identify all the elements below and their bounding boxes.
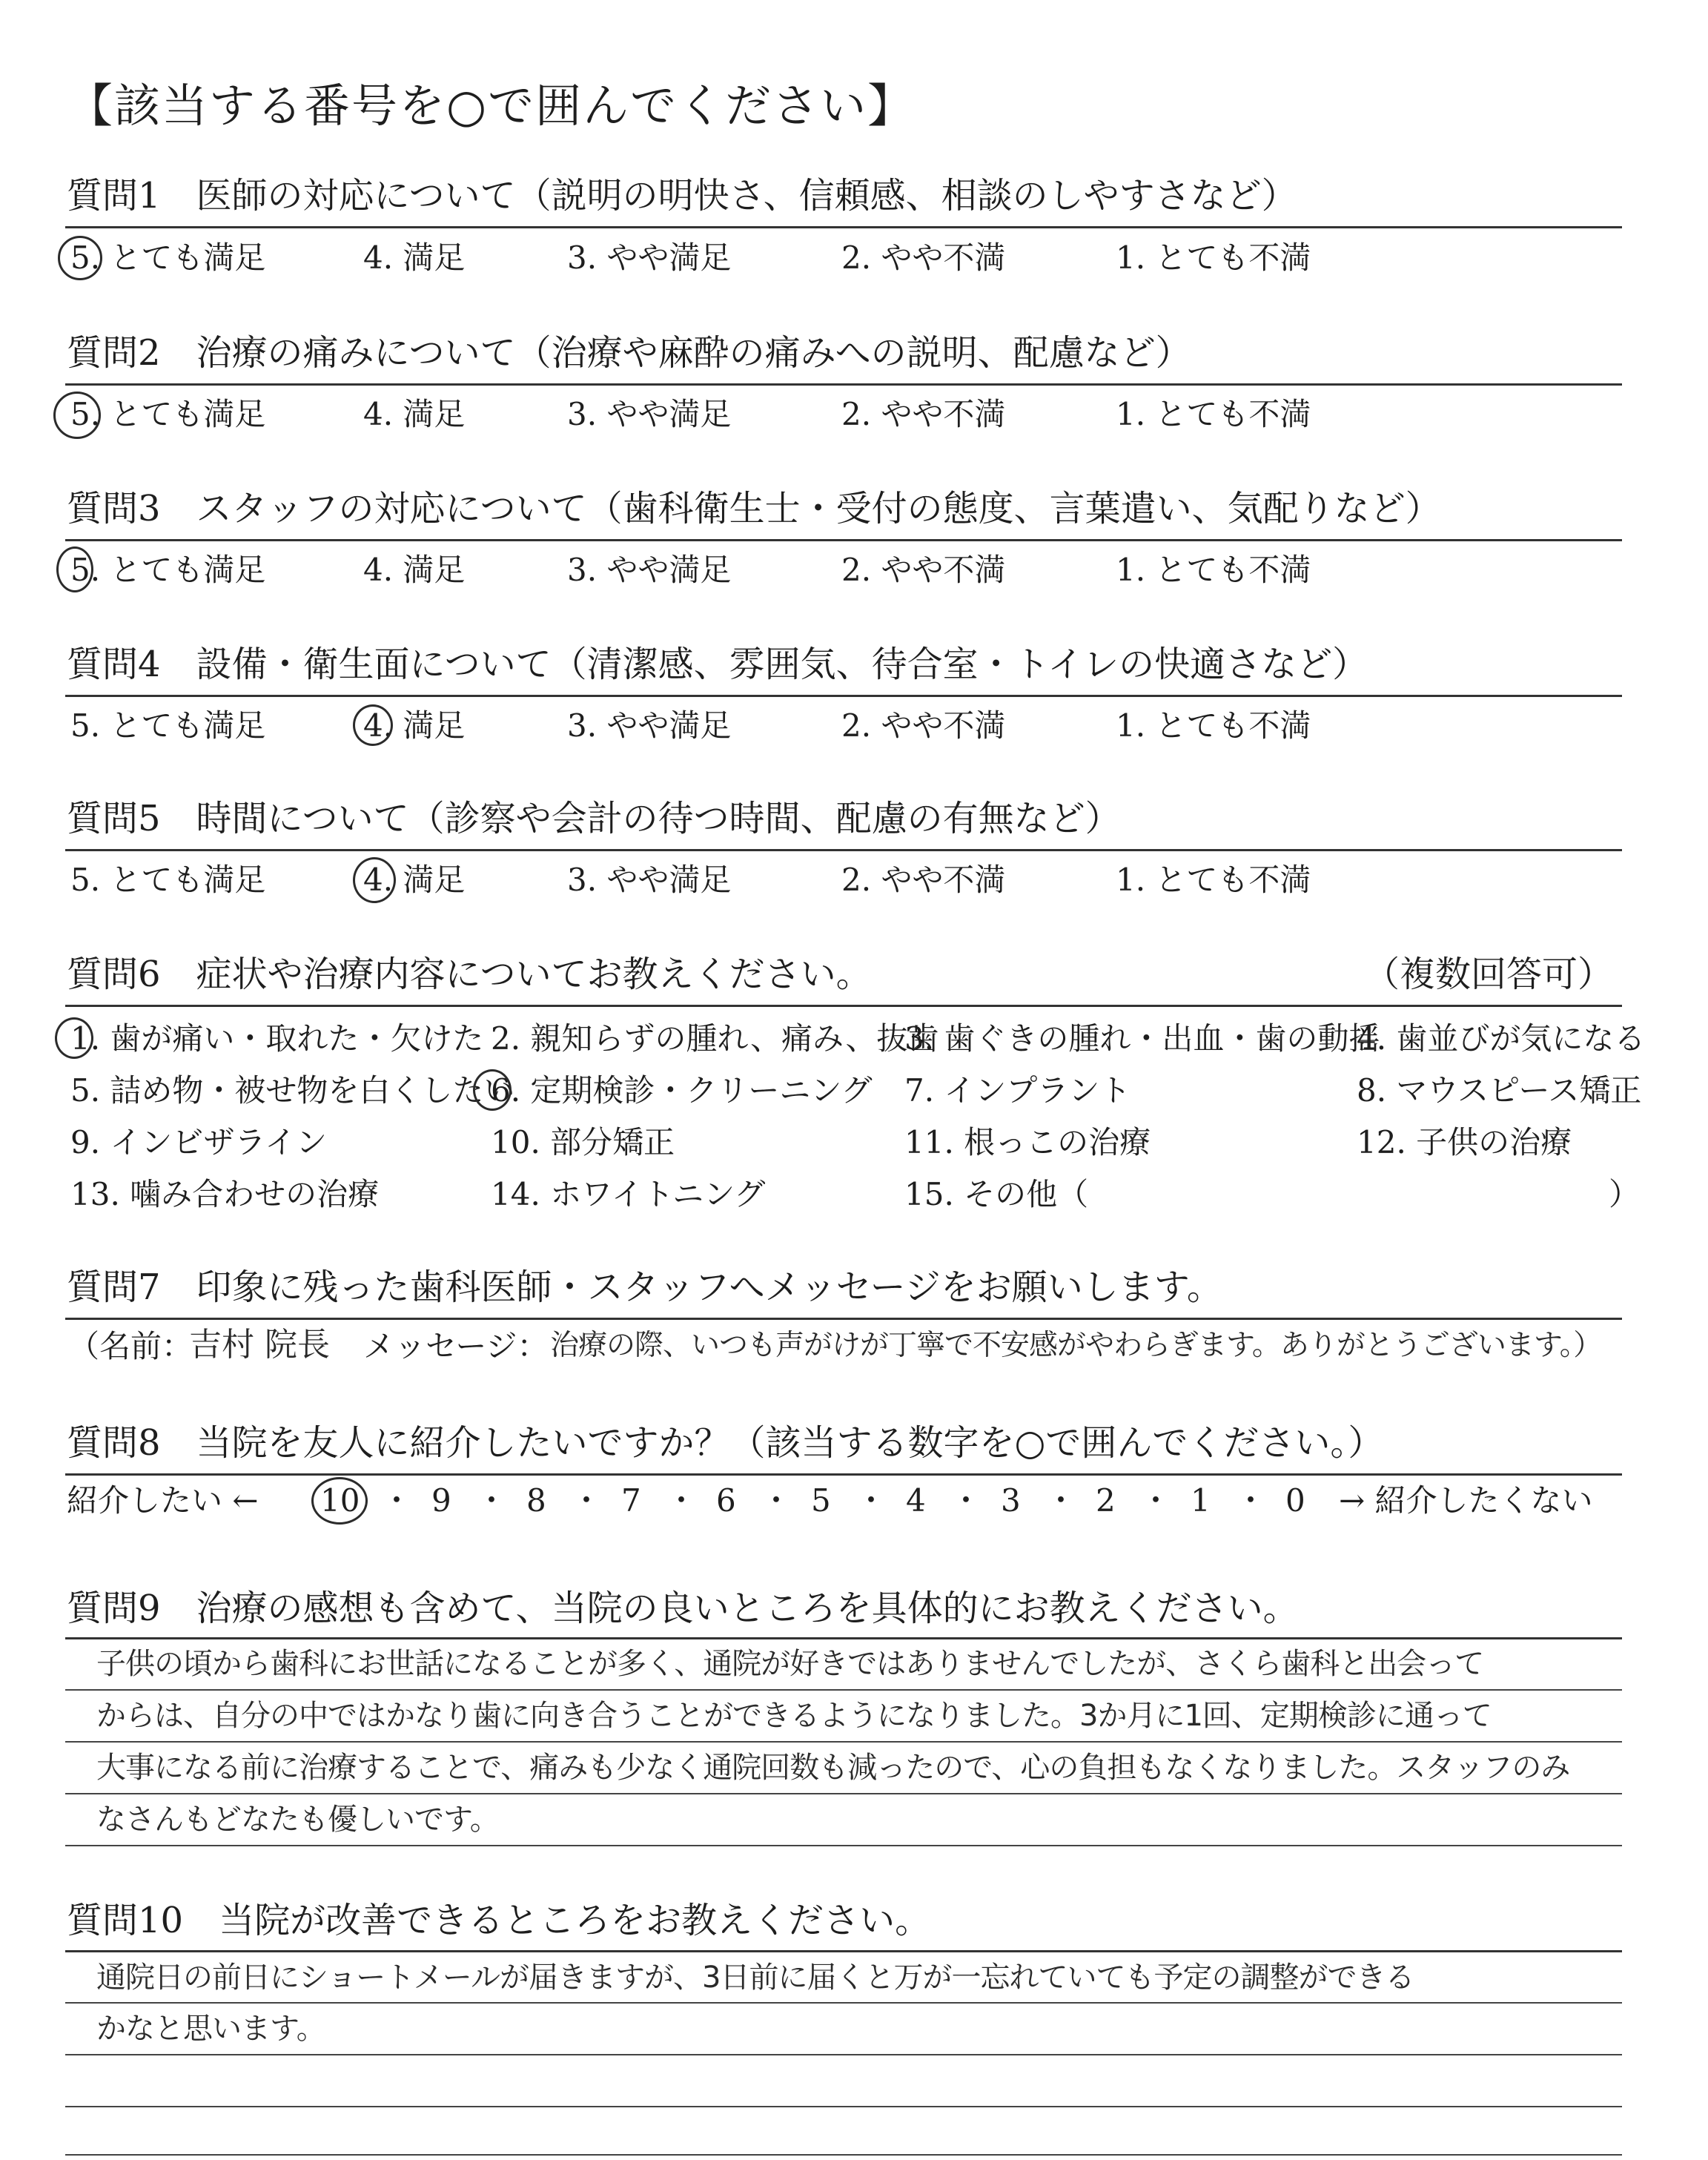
q7-message-value: 治療の際、いつも声がけが丁寧で不安感がやわらぎます。ありがとうございます。） [550, 1329, 1602, 1362]
q6-item-15-close: ） [1609, 1176, 1641, 1212]
q8-score-4[interactable]: 4 [906, 1482, 926, 1519]
q8-separator: ・ [1045, 1482, 1077, 1519]
q8-separator: ・ [855, 1482, 887, 1519]
q9-answer-line-2: からは、自分の中ではかなり歯に向き合うことができるようになりました。3か月に1回、定期検診に通って [96, 1699, 1492, 1733]
q8-separator: ・ [476, 1482, 508, 1519]
question-7-underline [65, 1318, 1622, 1320]
q1-option-3[interactable]: 3. やや満足 [567, 240, 732, 276]
q8-score-8[interactable]: 8 [526, 1482, 546, 1519]
question-2-underline [65, 383, 1622, 386]
question-6-underline [65, 1005, 1622, 1007]
q6-item-2[interactable]: 2. 親知らずの腫れ、痛み、抜歯 [491, 1020, 939, 1057]
q10-answer-line-2: かなと思います。 [96, 2012, 325, 2046]
q6-item-8[interactable]: 8. マウスピース矯正 [1357, 1072, 1642, 1109]
q6-item-4[interactable]: 4. 歯並びが気になる [1357, 1020, 1646, 1057]
q4-option-4[interactable]: 4. 満足 [363, 707, 466, 744]
q8-separator: ・ [950, 1482, 982, 1519]
q5-option-4[interactable]: 4. 満足 [363, 862, 466, 898]
q4-option-2[interactable]: 2. やや不満 [841, 707, 1006, 744]
q2-option-5[interactable]: 5. とても満足 [70, 396, 266, 432]
q6-item-13[interactable]: 13. 噛み合わせの治療 [70, 1176, 380, 1212]
q5-option-1[interactable]: 1. とても不満 [1116, 862, 1311, 898]
question-8-label: 質問8 当院を友人に紹介したいですか？（該当する数字を○で囲んでください。） [67, 1422, 1384, 1464]
question-9-underline [65, 1637, 1622, 1639]
q8-separator: ・ [666, 1482, 698, 1519]
q8-right-label: → 紹介したくない [1339, 1482, 1593, 1519]
question-8-underline [65, 1473, 1622, 1476]
q1-option-2[interactable]: 2. やや不満 [841, 240, 1006, 276]
q3-option-4[interactable]: 4. 満足 [363, 552, 466, 588]
q6-item-10[interactable]: 10. 部分矯正 [491, 1124, 675, 1160]
q8-score-5[interactable]: 5 [811, 1482, 831, 1519]
q2-option-4[interactable]: 4. 満足 [363, 396, 466, 432]
q3-selection-circle [56, 546, 93, 592]
question-7-label: 質問7 印象に残った歯科医師・スタッフへメッセージをお願いします。 [67, 1266, 1222, 1308]
q4-option-1[interactable]: 1. とても不満 [1116, 707, 1311, 744]
q8-selection-circle [311, 1477, 368, 1525]
question-6-label: 質問6 症状や治療内容についてお教えください。 [67, 954, 872, 995]
q8-separator: ・ [1235, 1482, 1267, 1519]
q2-selection-circle [53, 392, 101, 439]
q7-name-label: （名前： [68, 1328, 193, 1364]
q6-item-5[interactable]: 5. 詰め物・被せ物を白くしたい [70, 1072, 515, 1109]
q8-score-3[interactable]: 3 [1001, 1482, 1021, 1519]
question-5-label: 質問5 時間について（診察や会計の待つ時間、配慮の有無など） [67, 798, 1121, 839]
q3-option-2[interactable]: 2. やや不満 [841, 552, 1006, 588]
q2-option-2[interactable]: 2. やや不満 [841, 396, 1006, 432]
q1-option-4[interactable]: 4. 満足 [363, 240, 466, 276]
question-10-underline [65, 1950, 1622, 1952]
q9-writing-line [65, 1689, 1622, 1691]
q7-name-value: 吉村 院長 [189, 1326, 330, 1364]
q3-option-3[interactable]: 3. やや満足 [567, 552, 732, 588]
question-5-underline [65, 849, 1622, 851]
q6-item-11[interactable]: 11. 根っこの治療 [904, 1124, 1151, 1160]
q5-option-3[interactable]: 3. やや満足 [567, 862, 732, 898]
q9-writing-line [65, 1741, 1622, 1743]
q9-answer-line-1: 子供の頃から歯科にお世話になることが多く、通院が好きではありませんでしたが、さくら歯科と出会って [96, 1647, 1484, 1681]
q8-left-label: 紹介したい ← [67, 1482, 259, 1519]
q2-option-3[interactable]: 3. やや満足 [567, 396, 732, 432]
q5-selection-circle [353, 857, 396, 903]
q4-selection-circle [353, 704, 393, 746]
q6-selection-circle-1 [55, 1017, 93, 1059]
q8-score-6[interactable]: 6 [716, 1482, 736, 1519]
question-10-label: 質問10 当院が改善できるところをお教えください。 [67, 1900, 931, 1941]
q3-option-5[interactable]: 5. とても満足 [70, 552, 266, 588]
question-6-note: （複数回答可） [1364, 954, 1614, 995]
q6-item-7[interactable]: 7. インプラント [904, 1072, 1131, 1109]
q7-message-label: メッセージ： [363, 1328, 549, 1364]
q4-option-5[interactable]: 5. とても満足 [70, 707, 266, 744]
q1-selection-circle [58, 236, 102, 280]
q8-separator: ・ [1140, 1482, 1172, 1519]
q8-score-1[interactable]: 1 [1191, 1482, 1211, 1519]
q4-option-3[interactable]: 3. やや満足 [567, 707, 732, 744]
q9-answer-line-3: 大事になる前に治療することで、痛みも少なく通院回数も減ったので、心の負担もなくなりました。スタッフのみ [96, 1751, 1570, 1785]
question-4-underline [65, 695, 1622, 697]
question-1-label: 質問1 医師の対応について（説明の明快さ、信頼感、相談のしやすさなど） [67, 175, 1297, 217]
q3-option-1[interactable]: 1. とても不満 [1116, 552, 1311, 588]
question-3-underline [65, 539, 1622, 541]
q5-option-5[interactable]: 5. とても満足 [70, 862, 266, 898]
q8-separator: ・ [571, 1482, 603, 1519]
question-2-label: 質問2 治療の痛みについて（治療や麻酔の痛みへの説明、配慮など） [67, 332, 1191, 374]
q10-writing-line [65, 2106, 1622, 2107]
question-1-underline [65, 226, 1622, 228]
q5-option-2[interactable]: 2. やや不満 [841, 862, 1006, 898]
q6-item-12[interactable]: 12. 子供の治療 [1357, 1124, 1572, 1160]
q6-item-1[interactable]: 1. 歯が痛い・取れた・欠けた [70, 1020, 484, 1057]
q8-score-0[interactable]: 0 [1285, 1482, 1305, 1519]
question-3-label: 質問3 スタッフの対応について（歯科衛生士・受付の態度、言葉遣い、気配りなど） [67, 488, 1441, 529]
q10-answer-line-1: 通院日の前日にショートメールが届きますが、3日前に届くと万が一忘れていても予定の調整ができる [96, 1961, 1414, 1995]
q8-separator: ・ [761, 1482, 792, 1519]
q10-writing-line [65, 2054, 1622, 2055]
q1-option-1[interactable]: 1. とても不満 [1116, 240, 1311, 276]
q6-item-6[interactable]: 6. 定期検診・クリーニング [491, 1072, 873, 1109]
q8-score-2[interactable]: 2 [1096, 1482, 1116, 1519]
q10-writing-line [65, 2154, 1622, 2156]
q9-writing-line [65, 1793, 1622, 1794]
q1-option-5[interactable]: 5. とても満足 [70, 240, 266, 276]
q9-answer-line-4: なさんもどなたも優しいです。 [96, 1803, 499, 1837]
q6-selection-circle-6 [473, 1069, 512, 1111]
q6-item-15[interactable]: 15. その他（ [904, 1176, 1089, 1212]
form-title: 【該当する番号を○で囲んでください】 [67, 79, 916, 133]
q6-item-9[interactable]: 9. インビザライン [70, 1124, 328, 1160]
q8-score-7[interactable]: 7 [621, 1482, 641, 1519]
q8-score-10[interactable]: 10 [320, 1482, 360, 1519]
q8-separator: ・ [381, 1482, 413, 1519]
question-9-label: 質問9 治療の感想も含めて、当院の良いところを具体的にお教えください。 [67, 1588, 1299, 1629]
q2-option-1[interactable]: 1. とても不満 [1116, 396, 1311, 432]
q8-score-9[interactable]: 9 [431, 1482, 451, 1519]
question-4-label: 質問4 設備・衛生面について（清潔感、雰囲気、待合室・トイレの快適さなど） [67, 644, 1368, 685]
q6-item-3[interactable]: 3. 歯ぐきの腫れ・出血・歯の動揺 [904, 1020, 1380, 1057]
q6-item-14[interactable]: 14. ホワイトニング [491, 1176, 766, 1212]
q9-writing-line [65, 1845, 1622, 1846]
q10-writing-line [65, 2002, 1622, 2004]
